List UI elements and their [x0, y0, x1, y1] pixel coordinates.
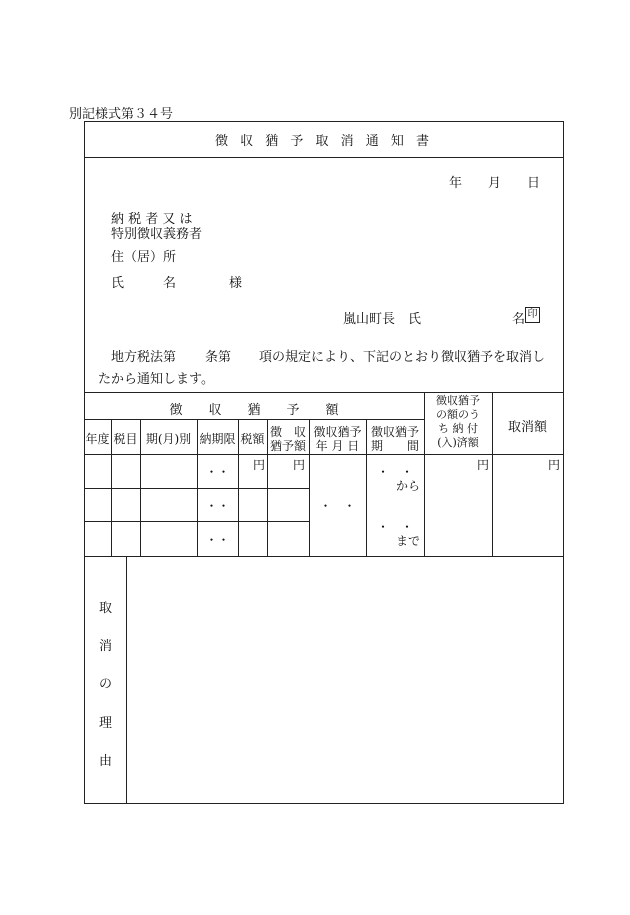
col-deferral-period-line1: 徴収猶予 [370, 425, 419, 439]
group-header: 徴 収 猶 予 額 [169, 403, 339, 418]
yen-unit: 円 [477, 458, 490, 472]
body-text-prefix: 地方税法第 [111, 350, 177, 365]
honorific: 様 [229, 276, 243, 291]
date-month: 月 [488, 176, 502, 191]
col-paid-line1: 徴収猶予 [436, 394, 480, 407]
taxpayer-label-line2: 特別徴収義務者 [111, 227, 203, 242]
yen-unit: 円 [293, 458, 306, 472]
col-tax-amount: 税額 [240, 432, 265, 446]
taxpayer-label-line1: 納 税 者 又 は [111, 212, 193, 227]
col-period: 期(月)別 [145, 432, 192, 446]
col-paid-line3: ち 納 付 [438, 422, 478, 435]
yen-unit: 円 [548, 458, 561, 472]
period-end-dots: ・ ・ [376, 520, 413, 534]
col-deferral-period-line2: 期 間 [370, 439, 419, 453]
col-deferral-amount-line1: 徴 収 [269, 425, 306, 439]
deferral-date-dots: ・ ・ [319, 499, 356, 513]
reason-label-char: 取 [99, 601, 113, 616]
doc-title: 徴 収 猶 予 取 消 通 知 書 [214, 134, 434, 149]
period-start-dots: ・ ・ [376, 465, 413, 479]
issuer-name-suffix: 名 [512, 312, 526, 327]
col-deferral-date-line1: 徴収猶予 [313, 425, 362, 439]
reason-label-char: の [99, 677, 113, 692]
body-text-article: 条第 [205, 350, 232, 365]
seal-mark: 印 [525, 307, 540, 323]
date-day: 日 [527, 176, 541, 191]
name-label: 氏 [111, 276, 125, 291]
divider [84, 157, 563, 158]
address-label: 住（居）所 [111, 250, 177, 265]
issuer-title: 嵐山町長 氏 [343, 312, 422, 327]
body-text-rest: 項の規定により、下記のとおり徴収猶予を取消し [259, 350, 546, 365]
due-date-dots: ・・ [205, 499, 230, 513]
col-paid-line4: (入)済額 [437, 436, 479, 449]
col-cancel-amount: 取消額 [507, 420, 547, 435]
col-paid-line2: の額のう [436, 408, 480, 421]
reason-label-char: 消 [99, 639, 113, 654]
form-label: 別記様式第３４号 [69, 107, 174, 122]
name-label-2: 名 [163, 276, 177, 291]
col-deferral-date-line2: 年 月 日 [315, 439, 360, 453]
period-from: から [396, 479, 421, 493]
col-fiscal-year: 年度 [85, 432, 110, 446]
reason-label-char: 由 [99, 754, 113, 769]
reason-text-area[interactable] [127, 557, 561, 801]
due-date-dots: ・・ [205, 533, 230, 547]
period-until: まで [396, 534, 421, 548]
reason-label-char: 理 [99, 716, 113, 731]
body-text-line2: たから通知します。 [98, 372, 214, 387]
col-tax-item: 税目 [113, 432, 138, 446]
col-deferral-amount-line2: 猶予額 [269, 439, 306, 453]
yen-unit: 円 [253, 458, 266, 472]
date-year: 年 [449, 176, 463, 191]
col-due-date: 納期限 [199, 432, 236, 446]
due-date-dots: ・・ [205, 465, 230, 479]
group-header-divider [84, 419, 424, 420]
